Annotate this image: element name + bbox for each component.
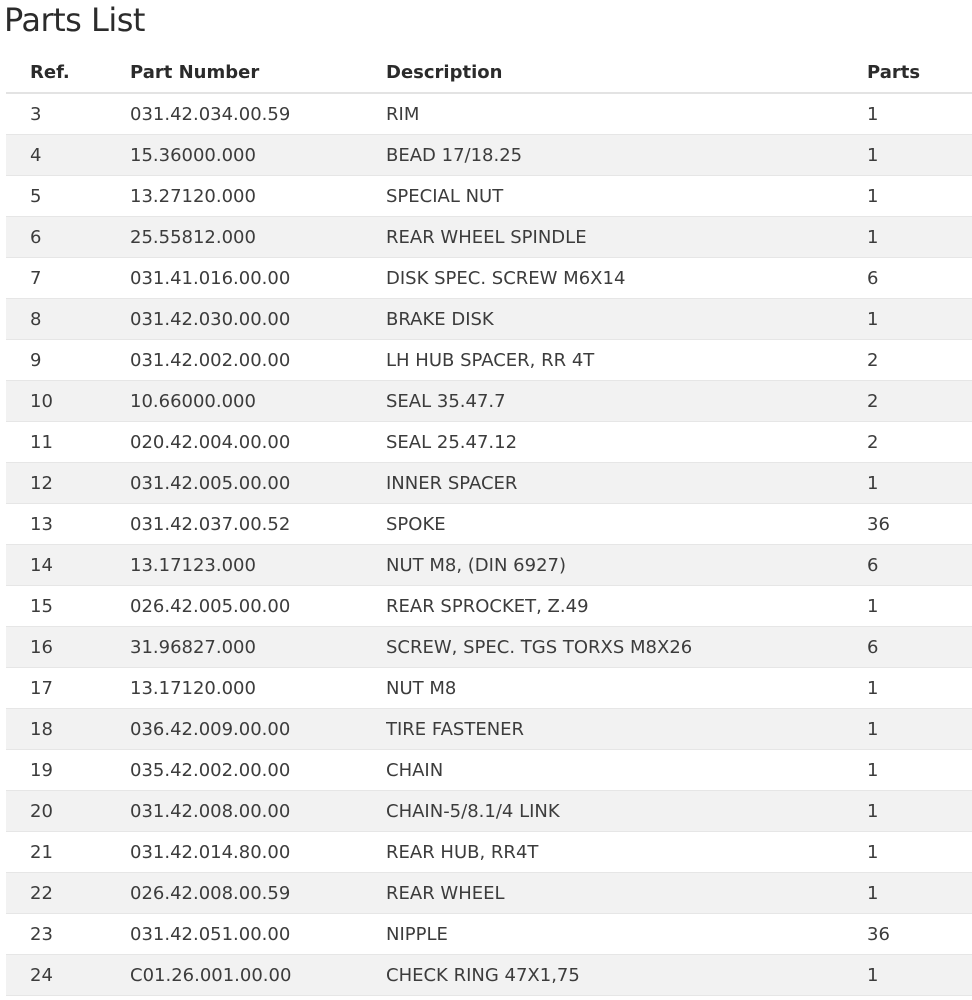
table-row <box>6 381 972 422</box>
cell-parts: 1 <box>867 668 972 709</box>
table-row <box>6 791 972 832</box>
cell-description: BRAKE DISK <box>386 299 867 340</box>
cell-ref: 7 <box>6 258 130 299</box>
table-header <box>6 52 972 93</box>
cell-part-number: 15.36000.000 <box>130 135 386 176</box>
table-row <box>6 668 972 709</box>
table-row <box>6 873 972 914</box>
cell-part-number: 031.41.016.00.00 <box>130 258 386 299</box>
cell-ref: 18 <box>6 709 130 750</box>
cell-part-number: 13.17120.000 <box>130 668 386 709</box>
table-row <box>6 299 972 340</box>
table-row <box>6 340 972 381</box>
cell-parts: 1 <box>867 832 972 873</box>
cell-ref: 14 <box>6 545 130 586</box>
cell-ref: 8 <box>6 299 130 340</box>
cell-parts: 6 <box>867 627 972 668</box>
table-row <box>6 176 972 217</box>
table-row <box>6 504 972 545</box>
table-row <box>6 709 972 750</box>
page-title: Parts List <box>4 1 145 39</box>
cell-part-number: 031.42.005.00.00 <box>130 463 386 504</box>
cell-description: BEAD 17/18.25 <box>386 135 867 176</box>
column-header-parts: Parts <box>867 52 972 93</box>
cell-part-number: 031.42.037.00.52 <box>130 504 386 545</box>
cell-parts: 2 <box>867 381 972 422</box>
cell-part-number: 026.42.008.00.59 <box>130 873 386 914</box>
cell-parts: 1 <box>867 791 972 832</box>
cell-part-number: 026.42.005.00.00 <box>130 586 386 627</box>
cell-part-number: 031.42.030.00.00 <box>130 299 386 340</box>
cell-description: REAR HUB, RR4T <box>386 832 867 873</box>
cell-ref: 10 <box>6 381 130 422</box>
table-row <box>6 750 972 791</box>
cell-description: NUT M8 <box>386 668 867 709</box>
cell-parts: 2 <box>867 422 972 463</box>
cell-ref: 24 <box>6 955 130 996</box>
table-row <box>6 955 972 996</box>
cell-part-number: 31.96827.000 <box>130 627 386 668</box>
cell-ref: 4 <box>6 135 130 176</box>
cell-ref: 12 <box>6 463 130 504</box>
table-row <box>6 832 972 873</box>
cell-description: INNER SPACER <box>386 463 867 504</box>
cell-description: REAR WHEEL SPINDLE <box>386 217 867 258</box>
table-row <box>6 258 972 299</box>
cell-description: SPECIAL NUT <box>386 176 867 217</box>
cell-parts: 1 <box>867 463 972 504</box>
table-row <box>6 93 972 135</box>
cell-ref: 13 <box>6 504 130 545</box>
cell-description: CHAIN-5/8.1/4 LINK <box>386 791 867 832</box>
cell-ref: 3 <box>6 93 130 135</box>
cell-description: CHAIN <box>386 750 867 791</box>
cell-part-number: 031.42.002.00.00 <box>130 340 386 381</box>
cell-ref: 23 <box>6 914 130 955</box>
cell-description: DISK SPEC. SCREW M6X14 <box>386 258 867 299</box>
cell-ref: 16 <box>6 627 130 668</box>
cell-parts: 6 <box>867 545 972 586</box>
cell-parts: 36 <box>867 914 972 955</box>
cell-ref: 22 <box>6 873 130 914</box>
table-row <box>6 627 972 668</box>
cell-description: REAR SPROCKET, Z.49 <box>386 586 867 627</box>
cell-part-number: 035.42.002.00.00 <box>130 750 386 791</box>
cell-ref: 20 <box>6 791 130 832</box>
cell-part-number: 031.42.014.80.00 <box>130 832 386 873</box>
cell-parts: 1 <box>867 93 972 135</box>
cell-ref: 11 <box>6 422 130 463</box>
table-row <box>6 914 972 955</box>
cell-parts: 1 <box>867 750 972 791</box>
cell-ref: 9 <box>6 340 130 381</box>
cell-parts: 2 <box>867 340 972 381</box>
column-header-part-number: Part Number <box>130 52 386 93</box>
cell-parts: 1 <box>867 217 972 258</box>
cell-part-number: 031.42.051.00.00 <box>130 914 386 955</box>
cell-description: SEAL 25.47.12 <box>386 422 867 463</box>
cell-ref: 19 <box>6 750 130 791</box>
cell-parts: 1 <box>867 135 972 176</box>
cell-part-number: C01.26.001.00.00 <box>130 955 386 996</box>
column-header-description: Description <box>386 52 867 93</box>
header-row <box>6 52 972 93</box>
cell-description: TIRE FASTENER <box>386 709 867 750</box>
cell-part-number: 036.42.009.00.00 <box>130 709 386 750</box>
table-body <box>6 93 972 996</box>
cell-description: SCREW, SPEC. TGS TORXS M8X26 <box>386 627 867 668</box>
cell-description: CHECK RING 47X1,75 <box>386 955 867 996</box>
table-row <box>6 545 972 586</box>
table-row <box>6 422 972 463</box>
cell-parts: 1 <box>867 586 972 627</box>
cell-part-number: 13.27120.000 <box>130 176 386 217</box>
cell-ref: 6 <box>6 217 130 258</box>
cell-description: SEAL 35.47.7 <box>386 381 867 422</box>
cell-description: NIPPLE <box>386 914 867 955</box>
cell-part-number: 031.42.008.00.00 <box>130 791 386 832</box>
cell-ref: 5 <box>6 176 130 217</box>
table-row <box>6 463 972 504</box>
cell-description: SPOKE <box>386 504 867 545</box>
cell-part-number: 031.42.034.00.59 <box>130 93 386 135</box>
cell-parts: 1 <box>867 873 972 914</box>
cell-parts: 36 <box>867 504 972 545</box>
cell-part-number: 25.55812.000 <box>130 217 386 258</box>
cell-parts: 1 <box>867 176 972 217</box>
cell-part-number: 13.17123.000 <box>130 545 386 586</box>
cell-description: LH HUB SPACER, RR 4T <box>386 340 867 381</box>
cell-parts: 1 <box>867 955 972 996</box>
cell-description: REAR WHEEL <box>386 873 867 914</box>
table-row <box>6 586 972 627</box>
table-row <box>6 135 972 176</box>
table-row <box>6 217 972 258</box>
parts-table <box>6 52 972 996</box>
cell-parts: 1 <box>867 709 972 750</box>
cell-description: RIM <box>386 93 867 135</box>
column-header-ref: Ref. <box>6 52 130 93</box>
cell-ref: 15 <box>6 586 130 627</box>
cell-ref: 21 <box>6 832 130 873</box>
cell-parts: 1 <box>867 299 972 340</box>
cell-part-number: 10.66000.000 <box>130 381 386 422</box>
cell-part-number: 020.42.004.00.00 <box>130 422 386 463</box>
cell-ref: 17 <box>6 668 130 709</box>
cell-parts: 6 <box>867 258 972 299</box>
cell-description: NUT M8, (DIN 6927) <box>386 545 867 586</box>
